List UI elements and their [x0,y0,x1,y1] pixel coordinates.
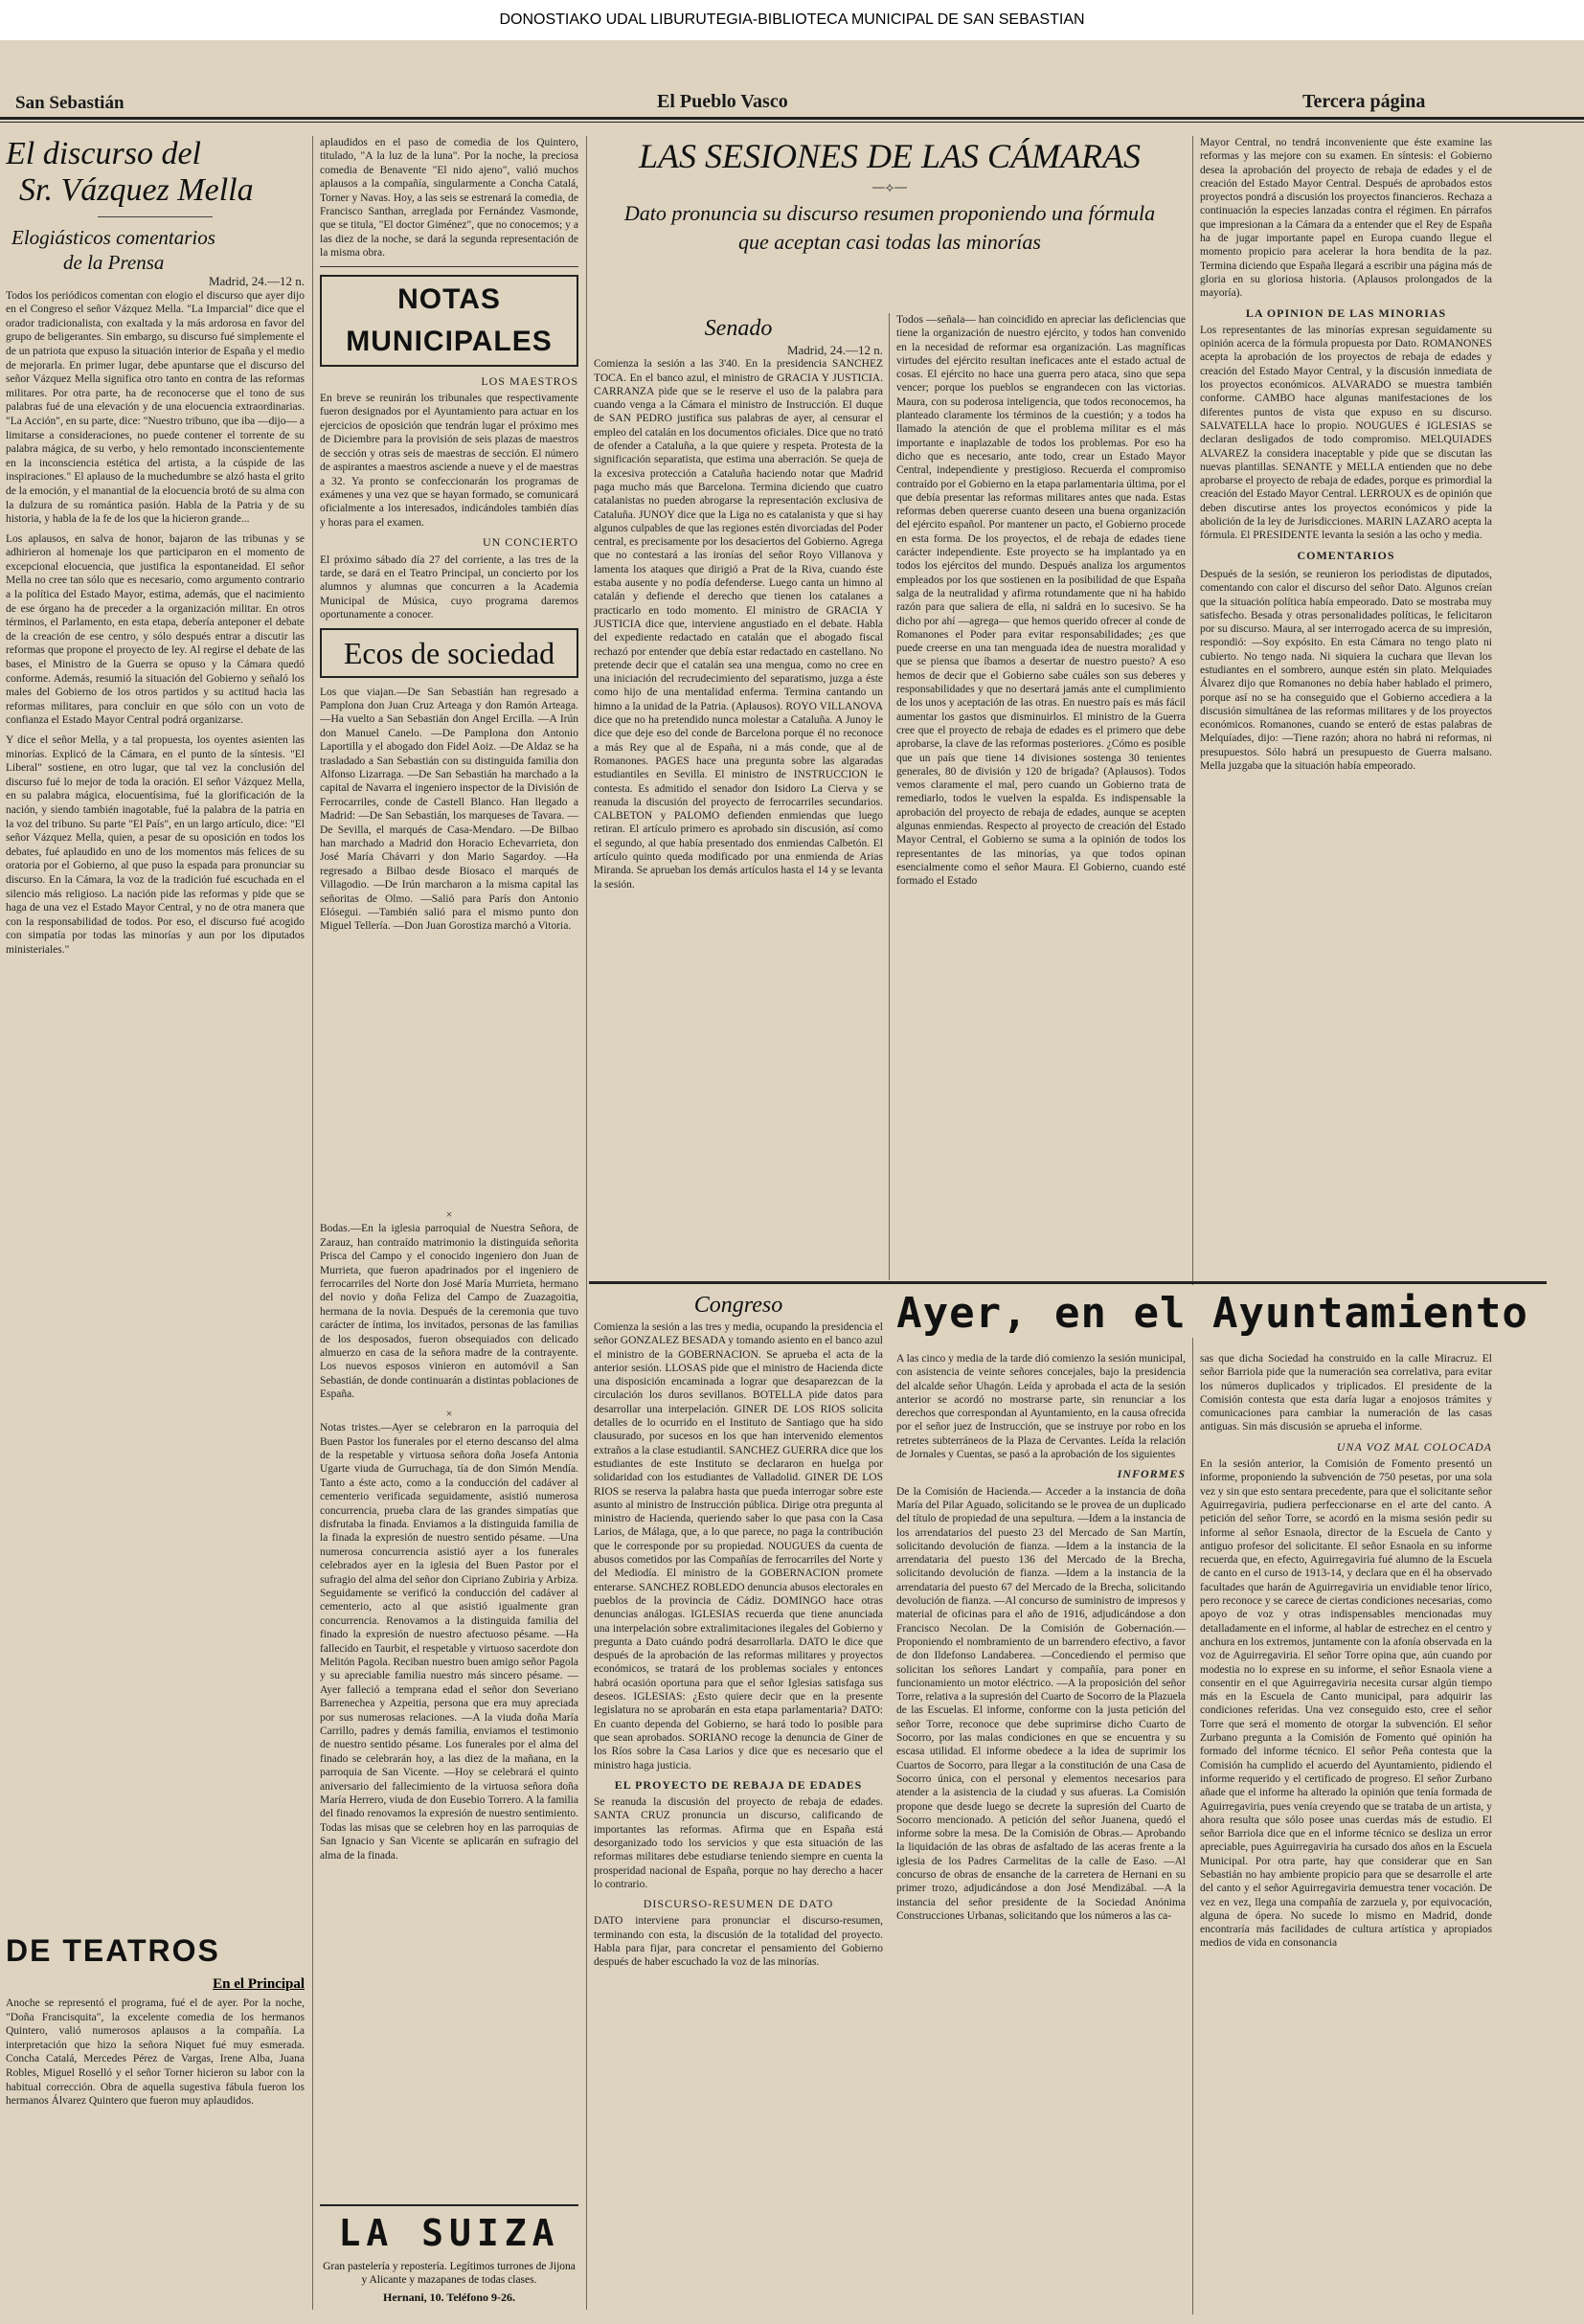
ornament: × [445,1408,453,1420]
header-rule [0,117,1584,120]
senado-body: Comienza la sesión a las 3'40. En la presidencia SANCHEZ TOCA. En el banco azul, el ministro de GRACIA Y JUSTICIA. CARRANZA pide que se le reserve el uso de la palabra para cuando venga a la Cámara el ministro de Instrucción. El duque de SAN PEDRO justifica sus palabras de ayer, al censurar el empleo del catalán en los documentos oficiales. Dice que no trató de ofender a Cataluña, a la que quiere y respeta. Protesta de la significación separatista, que estima una aberración. Se queja de la excesiva protección a Cataluña haciendo notar que Madrid paga mucho más que Barcelona. Termina diciendo que cuatro catalanistas no pueden abrogarse la representación exclusiva de Cataluña. JUNOY dice que la Liga no es catalanista y que si hay algunos culpables de que las regiones estén divorciadas del Poder central, es precisamente por los desaciertos del Gobierno. Agrega que no contestará a las ironías del señor Royo Villanova y lamenta los ataques que dirigió a Prat de la Riva, cuando éste estaba ausente y no podía defenderse. Luego canta un himno al catalán y defiende el derecho que tienen los catalanes a practicarlo en todo momento. El ministro de GRACIA Y JUSTICIA dice que, interviene angustiado en el debate. Habla del expediente redactado en catalán que el abogado fiscal rechazó por entender que debía estar redactado en castellano. No pretende decir que el catalán sea una mengua, como no cree en una iniciación del recrudecimiento del separatismo, juzga a éste como hijo de una mentalidad enferma. Termina cantando un himno a la unidad de la Patria. (Aplausos). ROYO VILLANOVA dice que no ha pretendido nunca molestar a Cataluña. A Junoy le dice que deje eso del conde de Barcelona porque él no reconoce a más Rey que al de España, ni a más conde, que al de Romanones. PAGES hace una pregunta sobre las algaradas estudiantiles en Sevilla. El ministro de INSTRUCCION le contesta. Es admitido el senador don Isidoro La Cierva y se reanuda la discusión del proyecto de ferrocarriles secundarios. CALBETON y PALOMO defienden enmiendas que luego retiran. El artículo primero es aprobado sin discusión, así como el segundo, al que había presentado dos enmiendas Calbetón. El artículo quinto queda modificado por una enmienda de Arias Miranda. Se aprueban los demás artículos hasta el 14 y se levanta la sesión. [594,358,883,891]
congreso-head: Congreso [693,1293,783,1318]
article-body: Todos los periódicos comentan con elogio el discurso que ayer dijo en el Congreso el señor Vázquez Mella. "La Imparcial" dice que el orador tradicionalista, con exaltada y la más ardorosa en favor del grupo de beligerantes. Sin embargo, su discurso fué simplemente el de un patriota que expuso la situación interior de España y el medio de mejorarla. En primer lugar, debe apuntarse que el discurso del señor Vázquez Mella significa otro tanto en contra de las reformas militares. Por otra parte, ha de reconocerse que el tono de sus palabras fué de una elevación y de una elocuencia extraordinarias. "La Acción", en su parte, dice: "Nuestro tribuno, que iba —dijo— a limitarse a consideraciones, no puede contener el torrente de su palabra mágica, de su verbo, y helo remontado inconscientemente en la inconsciencia estética del artista, a la cúspide de las inspiraciones." El aplauso de la muchedumbre se alzó hasta el grito de la emoción, y el manantial de la elocuencia brotó de su alma con la dulzura de su romántica pasión. Habla de la Patria y de su historia, y habla de la fe de los que la hicieron grande... [6,289,305,526]
ornament: —⟡— [871,180,908,195]
sesiones-header [589,136,1190,257]
article-subtitle-line2: de la Prensa [63,251,165,274]
ayuntamiento-rule [589,1281,1547,1284]
ad-rule [320,2204,578,2206]
bodas-body: Bodas.—En la iglesia parroquial de Nuestra Señora, de Zarauz, han contraído matrimonio la distinguida señorita Prisca del Campo y el conocido ingeniero don Juan de Murrieta, que fueron apadrinados por el ingeniero de ferrocarriles del Norte don José María Murrieta, hermano del novio y doña Feliza del Campo de Zuazagoitia, hermana de la novia. Después de la ceremonia que tuvo carácter de íntima, los invitados, personas de las familias de los desposados, fueron obsequiados con delicado almuerzo en casa de la señora madre de la contrayente. Los nuevos esposos vinieron en automóvil a San Sebastián, de donde continuarán a distintas poblaciones de España. [320,1223,578,1401]
subhead-comentarios: COMENTARIOS [1297,548,1395,562]
column-municipales [320,136,578,1208]
subhead-concierto: UN CONCIERTO [482,535,578,550]
concierto-body: El próximo sábado día 27 del corriente, a las tres de la tarde, se dará en el Teatro Principal, un concierto por los alumnos y alumnas que concurren a la Academia Municipal de Música, cuyo programa daremos oportunamente a conocer. [320,553,578,621]
column-sociedad-cont [320,1208,578,2281]
column-divider [586,136,587,2310]
subhead-opinion: LA OPINION DE LAS MINORIAS [1245,305,1447,320]
column-dato-speech [896,313,1186,1280]
subhead-dato: DISCURSO-RESUMEN DE DATO [643,1897,834,1911]
dato-body: DATO interviene para pronunciar el discurso-resumen, terminando con esta, la discusión de la totalidad del proyecto. Habla para fijar, para concretar el pensamiento del Gobierno después de haber escuchado la voz de las minorías. [594,1915,883,1969]
section-subtitle: En el Principal [213,1976,305,1992]
ad-address: Hernani, 10. Teléfono 9-26. [382,2290,515,2304]
teatros-body: Anoche se representó el programa, fué el de ayer. Por la noche, "Doña Francisquita", la excelente comedia de los hermanos Quintero, valió numerosos aplausos a la compañía. La interpretación que hizo la señora Niquet fué muy esmerada. Concha Catalá, Mercedes Pérez de Vargas, Irene Alba, Juana Robles, Miguel Roselló y el señor Torner hicieron su labor con la habitual corrección. Obra de aquella sugestiva fábula fueron los hermanos Álvarez Quintero que fueron muy aplaudidos. [6,1997,305,2108]
separator [320,266,578,267]
maestros-body: En breve se reunirán los tribunales que respectivamente fueron designados por el Ayuntamiento para actuar en los ejercicios de oposición que tendrán lugar el próximo mes de Diciembre para la provisión de seis plazas de maestros de sección y otras seis de maestras de sección. El número de aspirantes a maestros asciende a nueve y el de maestras a 32. Ya pronto se confeccionarán los programas de exámenes y una vez que se hayan formado, se comunicará oficialmente a los interesados, indicándoles también días y horas para el examen. [320,393,578,529]
column-ayuntamiento-right [1200,1352,1492,2319]
article-body: Los aplausos, en salva de honor, bajaron de las tribunas y se adhirieron al homenaje los que participaron en el momento de excepcional elocuencia, que justifica la espontaneidad. El señor Mella no cree tan sólo que es necesario, como argumento contrario a la política del Estado Mayor, estima, además, que el nacimiento de ese órgano ha de preceder a la organización militar. En otros términos, el Parlamento, en esta etapa, debería anteponer el debate de la creación de ese centro, y sólo después entrar a discutir las reformas que propone el proyecto de ley. Al regirse el debate de las bases, el Ministro de la Guerra se opuso y la Cámara quedó conforme. Además, resumió la situación del Gobierno y señaló los males del Gobierno de los otros partidos y su actitud hacia las reformas militares, para concluir en que sólo con un voto de confianza el Estado Mayor Central podrá organizarse. [6,532,305,727]
archive-banner: DONOSTIAKO UDAL LIBURUTEGIA-BIBLIOTECA MUNICIPAL DE SAN SEBASTIAN [0,0,1584,40]
teatros-continuation: aplaudidos en el paso de comedia de los Quintero, titulado, "A la luz de la luna". Por la noche, la preciosa comedia de Benavente "El nido ajeno", valió muchos aplausos a la compañía, singularmente a Concha Catalá, Torner y Navas. Hoy, a las seis se estrenará la comedia, de Francisco Santhan, arreglada por Fernández Vasmonde, que se titula, "El doctor Giménez", que no conocemos; y a las diez de la noche, se dará la segunda representación de la misma obra. [320,137,578,259]
column-ayuntamiento-left [896,1352,1186,2319]
congreso-body: Comienza la sesión a las tres y media, ocupando la presidencia el señor GONZALEZ BESADA y tomando asiento en el banco azul el ministro de la GOBERNACION. Se aprueba el acta de la anterior sesión. LLOSAS pide que el ministro de Hacienda dicte una disposición encaminada a lograr que desaparezcan de la circulación los duros sevillanos. BOTELLA pide datos para desarrollar una interpelación. GINER DE LOS RIOS solicita detalles de lo ocurrido en el Instituto de Santiago que ha sido clausurado, por sucesos en los que han intervenido elementos extraños a la clase estudiantil. SANCHEZ GUERRA dice que los estudiantes de este Instituto se declararon en huelga por solidaridad con los estudiantes de Valladolid. GINER DE LOS RIOS se reserva la palabra hasta que pueda interrogar sobre este asunto al ministro de Instrucción pública. Dirige otra pregunta al ministro de Hacienda, queriendo saber lo que pasa con la Casa Larios, de Málaga, que, a lo que parece, no paga la contribución que le corresponde por su propiedad. NOUGUES da cuenta de abusos cometidos por las Compañías de ferrocarriles del Norte y del Mediodía. El ministro de la GOBERNACION promete enterarse. SANCHEZ ROBLEDO denuncia abusos electorales en pueblos de la provincia de Cádiz. DOMINGO hace otras denuncias análogas. IGLESIAS recuerda que tiene anunciada una interpelación sobre extralimitaciones ilegales del Gobierno y pregunta a Dato cuándo podrá desarrollarla. DATO le dice que después de la aprobación de las reformas militares y proyectos económicos, se tratará de los problemas sociales y entonces habrá ocasión oportuna para que el señor Iglesias satisfaga sus deseos. IGLESIAS: ¿Esto quiere decir que en la presente legislatura no se aprobarán en esta etapa parlamentaria? DATO: En cuanto dependa del Gobierno, se hará todo lo posible para que sean aprobados. SORIANO recoge la denuncia de Giner de los Ríos sobre la Casa Larios y dice que es necesario que el ministro haga justicia. [594,1321,883,1771]
ayuntamiento-title: Ayer, en el Ayuntamiento [896,1289,1528,1338]
article-body: Y dice el señor Mella, y a tal propuesta, los oyentes asienten las minorías. Explicó de la Cámara, en el punto de la síntesis. "El Liberal" sostiene, en otro lugar, que tal vez la conclusión del discurso fué lo mejor de toda la oración. El señor Vázquez Mella, en su palabra mágica, elocuentísima, fué la glorificación de la nación, y siendo también inagotable, fué la palabra de la patria en la voz del tribuno. Su parte "El País", en un largo artículo, dice: "El señor Vázquez Mella, quien, a pesar de su oposición en todos los debates, fué aplaudido en uno de los momentos más felices de su oratoria por el Gobierno, al que puso la espada para pronunciar su discurso. En la Cámara, la voz de la tradición fué escuchada en el silencio más religioso. La nación pide las reformas y pide que se haga de una vez el Estado Mayor Central, y no de otra manera que con la responsabilidad de todos. Por eso, el discurso fué acogido con simpatía por todas las minorías y aun por los diputados ministeriales." [6,734,305,956]
teatros-section [6,1929,305,2312]
proyecto-body: Se reanuda la discusión del proyecto de rebaja de edades. SANTA CRUZ pronuncia un discurso, calificando de importantes las reformas. Afirma que en España está desorganizado todo los servicios y que esta situación de las reformas militares debe estudiarse teniendo siempre en cuenta la prosperidad nacional de España, porque no hay derecho a hacer lo contrario. [594,1796,883,1890]
ad-name: LA SUIZA [338,2212,560,2254]
dateline: Madrid, 24.—12 n. [208,274,305,288]
ecos-body: Los que viajan.—De San Sebastián han regresado a Pamplona don Juan Cruz Arteaga y don Ramón Arteaga. —Ha vuelto a San Sebastián don Angel Ercilla. —A Irún don Manuel Canelo. —De Pamplona don Antonio Laportilla y el abogado don Fidel Aoiz. —De Aldaz se ha trasladado a San Sebastián con su distinguida familia don Alfonso Lizarraga. —De San Sebastián ha marchado a la capital de Navarra el ingeniero inspector de la División de Ferrocarriles, conde de Castell Blanco. Han llegado a Madrid: —De San Sebastián, los marqueses de Tavara. —De Sevilla, el marqués de Casa-Mendaro. —De Bilbao han marchado a Madrid don Horacio Echevarrieta, don José María Chávarri y don Mario Sagardoy. —Ha regresado a Bilbao desde Biosaco el marqués de Villagodio. —De Irún marcharon a la misma capital las señoritas de Olmo. —Salió para París don Antonio Elósegui. —También salió para el mismo punto don Miguel Tellería. —Don Juan Gorostiza marchó a Vitoria. [320,686,578,933]
ecos-title: Ecos de sociedad [320,628,578,678]
subhead-voz: UNA VOZ MAL COLOCADA [1336,1439,1492,1454]
column-senado [594,313,883,1309]
ayuntamiento-intro: A las cinco y media de la tarde dió comienzo la sesión municipal, con asistencia de veinte señores concejales, bajo la presidencia del alcalde señor Uhagón. Leída y aprobada el acta de la sesión anterior se acordó no mostrarse parte, sin renunciar a los derechos que correspondan al Ayuntamiento, en la causa ofrecida por el señor juez de Instrucción, que se instruye por robo en los retretes subterráneos de la Plaza de Cervantes. Leída la relación de Jornales y Cuentas, se pasó a la aprobación de los siguientes [896,1353,1186,1461]
article-subtitle: Elogiásticos comentarios [11,226,215,249]
section-title: DE TEATROS [6,1933,220,1968]
column-divider [312,136,313,2310]
running-header-center: El Pueblo Vasco [657,91,788,112]
la-suiza-ad [320,2204,578,2319]
notas-municipales-title: NOTAS MUNICIPALES [320,275,578,367]
column-divider [889,313,890,1280]
column-congreso [594,1290,883,2319]
notas-tristes-body: Notas tristes.—Ayer se celebraron en la parroquia del Buen Pastor los funerales por el eterno descanso del alma de la respetable y virtuosa señora doña Josefa Antonia Ugarte viuda de Gurruchaga, tía de don Simón Mendía. Tanto a éste acto, como a la conducción del cadáver al cementerio verificada seguidamente, asistió numerosa concurrencia, prueba clara de las grandes simpatías que disfrutaba la finada. Enviamos a la distinguida familia de la finada la expresión de nuestro sentido pésame. —Una numerosa concurrencia asistió ayer a los funerales celebrados ayer en la iglesia del Buen Pastor por el sufragio del alma del señor don Cipriano Zubiria y Arbiza. Seguidamente se verificó la conducción del cadáver al cementerio, acto al que asistió igualmente gran concurrencia. Renovamos a la distinguida familia del finado la expresión de nuestro afectuoso pésame. —Ha fallecido en Taurbit, el respetable y virtuoso sacerdote don Melitón Pagola. Reciban nuestro buen amigo señor Pagola y su apreciable familia nuestro más sincero pésame. —Ayer falleció a temprana edad el señor don Severiano Barrenechea y Azpeitia, persona que era muy apreciada por sus numerosas relaciones. —A la viuda doña María Carrillo, padres y demás familia, enviamos el testimonio de nuestro sentido pésame. Los funerales por el alma del finado se celebrarán hoy, a las diez de la mañana, en la parroquia de San Vicente. —Hoy se celebrará el quinto aniversario del fallecimiento de la virtuosa señora doña María Herrero, viuda de don Eusebio Torrero. A la familia del finado renovamos la expresión de nuestro sentimiento. Todas las misas que se celebren hoy en las parroquias de San Ignacio y San Vicente se aplicarán en sufragio del alma de la finada. [320,1422,578,1861]
column-minorias [1200,136,1492,1285]
sesiones-title: LAS SESIONES DE LAS CÁMARAS [639,137,1141,175]
ornament: × [445,1209,453,1221]
column-divider [1192,136,1193,1285]
subhead-maestros: LOS MAESTROS [481,373,578,388]
title-rule [98,216,213,217]
subhead-informes: INFORMES [1117,1467,1186,1481]
running-header-right: Tercera página [1302,91,1426,112]
running-header-left: San Sebastián [15,93,124,113]
column-divider [1192,1347,1193,2314]
dato-speech-cont: Mayor Central, no tendrá inconveniente que éste examine las reformas y las mejore con su examen. En síntesis: el Gobierno desea la aprobación del proyecto de rebaja de edades y el de creación del Estado Mayor Central. Después de aprobados estos proyectos pondrá a discusión los proyectos financieros. Rechaza a continuación la especies lanzadas contra el régimen. En párrafos que impresionan a la Cámara da a entender que el Rey de España ha de jugar importante papel en Europa cuando llegue el momento propicio para acelerar la hora bendita de la paz. Termina diciendo que España llegará a escribir una página más de gloria en su gloriosa historia. (Aplausos prolongados de la mayoría). [1200,137,1492,300]
senado-head: Senado [704,316,773,341]
newspaper-sheet [0,40,1584,2324]
voz-body: En la sesión anterior, la Comisión de Fomento presentó un informe, proponiendo la subvención de 750 pesetas, por una sola vez y sin que esto sentara precedente, para que el solicitante señor Aguirregaviria, pudiera perfeccionarse en el arte del canto. A petición del señor Torre, se acordó en la misma sesión pedir su informe al señor Esnaola, director de la Escuela de Canto y antiguo profesor del solicitante. El señor Esnaola en su informe recuerda que, en efecto, Aguirregaviria fué alumno de la Escuela de canto en el curso de 1913-14, y declara que en él ha observado facultades que harán de Aguirregaviria un envidiable tenor lírico, pero reconoce y se carece de ciertas condiciones necesarias, como apoyo de voz y otras indispensables mencionadas muy detalladamente en el informe, al hablar de estrechez en el centro y anchura en los extremos, juntamente con la afonía observada en la voz de Aguirregaviria. El señor Torre opina que, aún cuando por modestia no lo exprese en su informe, el señor Esnaola viene a consentir en el que Aguirregaviria necesita cursar algún tiempo más en la Escuela de Canto municipal, para adquirir las condiciones referidas. Una vez conseguido esto, cree el señor Torre que será el momento de otorgar la subvención. El señor Zurbano pregunta a la Comisión de Fomento qué opinión ha formado del informe técnico. El señor Peña contesta que la Comisión ha cumplido el acuerdo del Ayuntamiento, pidiendo el informe requerido y el certificado de progreso. El señor Zurbano añade que el informe ha alterado la opinión que tenía formada de Aguirregaviria, pues venía creyendo que se trataba de un artista, y ahora resulta que sólo posee unas cuerdas más de estudio. El señor Barriola dice que en el informe técnico se desliza un error apreciable, pues Aguirregaviria ha cursado dos años en la Escuela Municipal. Por otra parte, hay que considerar que en San Sebastián no hay ambiente propicio para que se desarrolle el arte del canto y el señor Aguirregaviria demuestra tener vocación. De vez en vez, llega una compañía de zarzuela y, por equivocación, alguna de ópera. No sucede lo mismo en Madrid, donde encontraría más facilidades de cultura artística y apropiados medios de vida en consonancia [1200,1458,1492,1950]
comentarios-body: Después de la sesión, se reunieron los periodistas de diputados, comentando con calor el discurso del señor Dato. Algunos creían que la situación política había empeorado. Dato se mostraba muy satisfecho. Besada y otras personalidades políticas, le felicitaron por su discurso. Maura, al ser interrogado acerca de su impresión, respondió: —Soy expósito. En esta Cámara no tengo plato ni cubierto. No tengo nada. Ni siquiera la cuchara que llevan los estudiantes en el sombrero, aunque estén sin plato. Melquiades Álvarez dijo que Romanones no debía haber hablado el primero, porque así no se ha conseguido que el Gobierno accediera a la discusión simultánea de las reformas militares y de los proyectos económicos. Romanones, cuando se enteró de estas palabras de Melquíades, dijo: —Tiene razón; ahora no habrá ni reformas, ni presupuestos. Sólo habrá un presupuesto de Guerra malsano. Mella juzgaba que la situación había empeorado. [1200,568,1492,773]
informes-body: De la Comisión de Hacienda.— Acceder a la instancia de doña María del Pilar Aguado, solicitando se le provea de un duplicado del título de propiedad de una sepultura. —Idem a la instancia de los arrendatarios del puesto 23 del Mercado de San Martín, solicitando devolución de fianza. —Idem a la instancia de la arrendataria del puesto 136 del Mercado de la Brecha, solicitando devolución de fianza. —Idem a la instancia de la arrendataria del puesto 67 del Mercado de la Brecha, solicitando devolución de fianza. —Al concurso de suministro de impresos y material de oficinas para el año de 1916, adjudicándose a don Francisco Necolan. De la Comisión de Gobernación.— Proponiendo el nombramiento de un barrendero efectivo, a favor de don Ildefonso Landaberea. —Concediendo el permiso que solicitan los señores Landart y compañía, para poner en funcionamiento un motor eléctrico. —A la proposición del señor Torre, relativa a la supresión del Cuarto de Socorro de la Plazuela de las Escuelas. El informe, conforme con la justa petición del señor Torre, reconoce que debe suprimirse dicho Cuarto de Socorro, por las malas condiciones en que se encuentra y su escasa utilidad. El informe obedece a la idea de suprimir los Cuartos de Socorro, para llegar a la constitución de una Casa de Socorro única, con el personal y elementos necesarios para atender a la asistencia de la ciudad y sus afueras. La Comisión propone que desde luego se decrete la supresión del Cuarto de Socorro mencionado. A petición del señor Juanena, quedó el informe sobre la mesa. De la Comisión de Obras.— Aprobando la liquidación de las obras de asfaltado de las aceras frente a la iglesia de los Padres Carmelitas de la calle de Easo. —Al concurso de obras de ensanche de la carretera de Hernani en su primer trozo, adjudicándose a don José Mendizábal. —A la instancia del señor presidente de la Sociedad Anónima Construcciones Urbanas, solicitando que los números a las ca- [896,1485,1186,1922]
dateline: Madrid, 24.—12 n. [786,343,883,357]
sesiones-subtitle: Dato pronuncia su discurso resumen proponiendo una fórmula que aceptan casi todas las minorías [623,201,1156,254]
ayuntamiento-cont: sas que dicha Sociedad ha construido en la calle Miracruz. El señor Barriola pide que la numeración sea correlativa, para evitar los números duplicados y triplicados. El presidente de la Comisión contesta que esta daría lugar a enojosos trámites y comunicaciones para cambiar la numeración de las casas antiguas. Sin más discusión se aprueba el informe. [1200,1353,1492,1433]
dato-speech-body: Todos —señala— han coincidido en apreciar las deficiencias que tiene la organización de nuestro ejército, y todos han convenido en la necesidad de reformar esa organización. Las magníficas virtudes del ejército resultan ineficaces ante el estado actual de cosas. El ejército no hace una guerra pero ataca, sino que sepa vencer; porque los pueblos se engrandecen con las victorias. Maura, con su poderosa inteligencia, que todos reconocemos, ha planteado claramente los términos de la cuestión; y a todos ha llamado la atención de que el problema militar es el más importante e inaplazable de todos los problemas. Por eso ha dicho que es necesario, ante todo, crear un Estado Mayor Central, independiente y prestigioso. Recuerda el compromiso contraído por el Gobierno en la etapa parlamentaria última, por el que debía presentar las reformas militares antes que nada. Estas reformas deben quererse cuanto deseen una buena organización del ejército español. Por mantener un pacto, el Gobierno procede en esta forma. De los proyectos, el de rebaja de edades tiene carácter independiente. Este proyecto se ha implantado ya en todos los ejércitos del mundo. Después analiza los argumentos empleados por los que sostienen en la posibilidad de que España salga de la neutralidad y afirma rotundamente que ni ha habido razón para que saliera de ella, ni saldrá en lo sucesivo. Se ha dicho por ahí —agrega— que hemos querido ofrecer al conde de Romanones el Poder para evitar responsabilidades; ¿es que puede creerse en una tan menguada idea de nuestra moralidad y que se piensa que íbamos a desertar de nuestro puesto? A eso hemos de decir que el Gobierno sabe cuáles son sus deberes y responsabilidades y que no desertará jamás ante el cumplimiento de los unos y aceptación de las otras. En nuestro país es más fácil aumentar los gastos que disminuirlos. El ministro de la Guerra cree que el proyecto de rebaja de edades es el primero que debe aprobarse, la clave de las reformas posteriores. ¿Cómo es posible que un país que tiene 14 divisiones sostenga 30 tenientes generales, 80 de división y 120 de brigada? (Aplausos). Todos vemos claramente el mal, pero cuando un Gobierno trata de remediarlo, todos le vuelven la espalda. Es indispensable la aprobación del proyecto de rebaja de edades, aunque se acepten algunas enmiendas. Respecto al proyecto de creación del Estado Mayor Central, el Gobierno se suma a la opinión de todos los representantes de las minorías, ya que todos opinan esencialmente como el señor Maura. El Gobierno, cuando esté formado el Estado [896,314,1186,888]
article-title: El discurso del [6,136,201,171]
opinion-body: Los representantes de las minorías expresan seguidamente su opinión acerca de la fórmula propuesta por Dato. ROMANONES acepta la aprobación de los proyectos de rebaja de edades y creación del Estado Mayor Central, y la discusión inmediata de los proyectos económicos. ALVARADO se muestra también conforme. CAMBO hace algunas manifestaciones de los diferentes puntos de vista que expuso en su discurso. SALVATELLA hace lo propio. NOUGUES é IGLESIAS se declaran desligados de todo compromiso. MELQUIADES ALVAREZ la considera inaceptable y pide que se discutan las nuevas plantillas. SENANTE y MELLA entienden que no debe aprobarse el proyecto de rebaja de edades, porque es primordial la creación del Estado Mayor Central. LERROUX es de opinión que deben discutirse antes los proyectos económicos y pide la abolición de la ley de Jurisdicciones. MARIN LAZARO acepta la fórmula. El PRESIDENTE levanta la sesión a las ocho y media. [1200,324,1492,542]
ad-text: Gran pastelería y repostería. Legítimos turrones de Jijona y Alicante y mazapanes de todas clases. [323,2261,576,2286]
article-title-line2: Sr. Vázquez Mella [19,172,254,208]
header-rule-thin [0,122,1584,123]
subhead-proyecto: EL PROYECTO DE REBAJA DE EDADES [614,1777,863,1792]
